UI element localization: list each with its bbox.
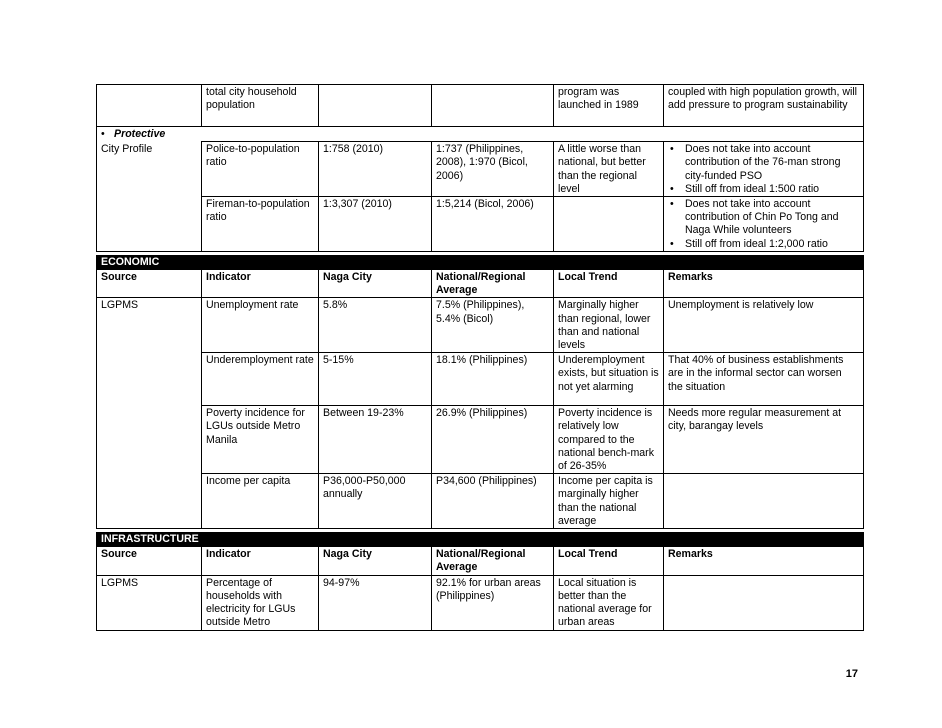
trend-cell: Local situation is better than the national average for urban areas (554, 575, 664, 630)
remarks-cell (664, 474, 864, 529)
naga-cell: 94-97% (319, 575, 432, 630)
trend-cell (554, 197, 664, 252)
national-cell: 92.1% for urban areas (Philippines) (432, 575, 554, 630)
naga-cell (319, 85, 432, 127)
table-row (97, 353, 864, 406)
national-cell: P34,600 (Philippines) (432, 474, 554, 529)
protective-subheading-row (97, 127, 864, 142)
indicator-cell: Unemployment rate (202, 298, 319, 353)
document-page (96, 84, 863, 631)
column-header: Naga City (319, 270, 432, 298)
table-row (97, 298, 864, 353)
naga-cell: P36,000-P50,000 annually (319, 474, 432, 529)
remark-bullet: • Still off from ideal 1:2,000 ratio (668, 238, 859, 251)
section-title: INFRASTRUCTURE (97, 533, 864, 547)
remarks-cell: That 40% of business establishments are in the informal sector can worsen the situation (664, 353, 864, 406)
page-number: 17 (845, 668, 858, 680)
indicator-cell: Income per capita (202, 474, 319, 529)
column-header: National/Regional Average (432, 270, 554, 298)
remarks-cell (664, 142, 864, 197)
column-header-row (97, 547, 864, 575)
national-cell: 1:5,214 (Bicol, 2006) (432, 197, 554, 252)
naga-cell: Between 19-23% (319, 406, 432, 474)
trend-cell: Marginally higher than regional, lower than and national levels (554, 298, 664, 353)
national-cell: 7.5% (Philippines), 5.4% (Bicol) (432, 298, 554, 353)
bullet-icon: • (101, 128, 105, 140)
remarks-cell (664, 575, 864, 630)
remark-bullet: • Does not take into account contribution of the 76-man strong city-funded PSO (668, 143, 859, 183)
trend-cell: program was launched in 1989 (554, 85, 664, 127)
protective-label: Protective (114, 128, 166, 140)
national-cell (432, 85, 554, 127)
trend-cell: A little worse than national, but better than the regional level (554, 142, 664, 197)
remarks-cell (664, 197, 864, 252)
remarks-cell: coupled with high population growth, will add pressure to program sustainability (664, 85, 864, 127)
naga-cell: 5-15% (319, 353, 432, 406)
naga-cell: 5.8% (319, 298, 432, 353)
remarks-cell: Unemployment is relatively low (664, 298, 864, 353)
table-row (97, 197, 864, 252)
national-cell: 18.1% (Philippines) (432, 353, 554, 406)
indicator-cell: Underemployment rate (202, 353, 319, 406)
column-header: Naga City (319, 547, 432, 575)
national-cell: 26.9% (Philippines) (432, 406, 554, 474)
source-cell: LGPMS (97, 575, 202, 630)
source-cell (97, 85, 202, 127)
table-row (97, 142, 864, 197)
source-cell: LGPMS (97, 298, 202, 353)
trend-cell: Income per capita is marginally higher than the national average (554, 474, 664, 529)
section-header-economic (97, 255, 864, 269)
column-header: Indicator (202, 547, 319, 575)
indicator-cell: Fireman-to-population ratio (202, 197, 319, 252)
column-header-row (97, 270, 864, 298)
source-cell: City Profile (97, 142, 202, 197)
table-row (97, 474, 864, 529)
naga-cell: 1:3,307 (2010) (319, 197, 432, 252)
indicator-cell: total city household population (202, 85, 319, 127)
column-header: Source (97, 547, 202, 575)
remark-bullet: • Still off from ideal 1:500 ratio (668, 183, 859, 196)
column-header: Indicator (202, 270, 319, 298)
column-header: Remarks (664, 270, 864, 298)
indicator-table (96, 84, 864, 631)
column-header: Local Trend (554, 547, 664, 575)
trend-cell: Poverty incidence is relatively low compared to the national bench-mark of 26-35% (554, 406, 664, 474)
column-header: National/Regional Average (432, 547, 554, 575)
section-header-infrastructure (97, 533, 864, 547)
national-cell: 1:737 (Philippines, 2008), 1:970 (Bicol, 2006) (432, 142, 554, 197)
indicator-cell: Percentage of households with electricity for LGUs outside Metro (202, 575, 319, 630)
table-row (97, 575, 864, 630)
source-cell (97, 406, 202, 474)
indicator-cell: Poverty incidence for LGUs outside Metro Manila (202, 406, 319, 474)
section-title: ECONOMIC (97, 255, 864, 269)
source-cell (97, 353, 202, 406)
column-header: Remarks (664, 547, 864, 575)
trend-cell: Underemployment exists, but situation is not yet alarming (554, 353, 664, 406)
indicator-cell: Police-to-population ratio (202, 142, 319, 197)
table-row (97, 406, 864, 474)
column-header: Local Trend (554, 270, 664, 298)
source-cell (97, 474, 202, 529)
remark-bullet: • Does not take into account contribution of Chin Po Tong and Naga While volunteers (668, 198, 859, 238)
naga-cell: 1:758 (2010) (319, 142, 432, 197)
column-header: Source (97, 270, 202, 298)
remarks-cell: Needs more regular measurement at city, barangay levels (664, 406, 864, 474)
table-row (97, 85, 864, 127)
source-cell (97, 197, 202, 252)
